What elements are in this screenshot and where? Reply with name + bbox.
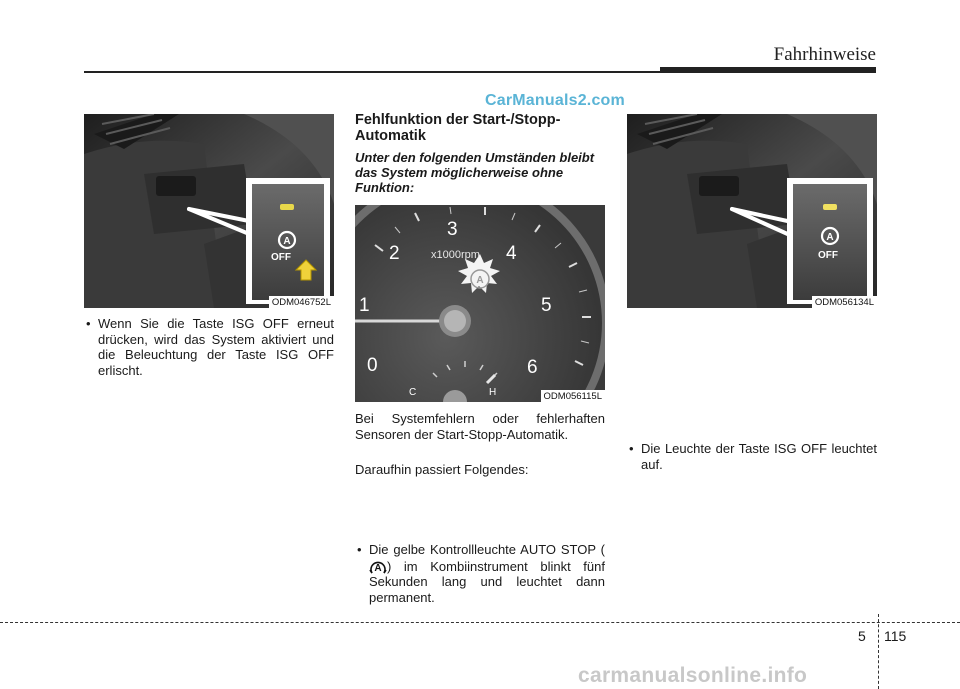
bullet-text-start: Die gelbe Kontrollleuchte AUTO STOP ( <box>369 542 605 557</box>
paragraph-system-errors: Bei Systemfehlern oder fehlerhaften Sensoren der Start-Stopp-Automatik. <box>355 411 605 442</box>
auto-stop-icon <box>369 558 387 574</box>
right-bullet: • Die Leuchte der Taste ISG OFF leuchtet auf. <box>627 441 877 472</box>
tick-label-4: 4 <box>506 243 517 264</box>
tachometer-gauge <box>355 205 605 402</box>
figure-caption: ODM056115L <box>541 390 605 402</box>
figure-caption: ODM056134L <box>812 296 877 308</box>
button-off-label: OFF <box>271 252 291 263</box>
svg-text:A: A <box>826 232 834 243</box>
figure-isg-button-right <box>627 114 877 308</box>
svg-text:A: A <box>374 562 382 574</box>
temp-hot-label: H <box>489 387 497 398</box>
chapter-number: 5 <box>858 628 866 644</box>
left-bullet: • Wenn Sie die Taste ISG OFF erneut drücken, wird das System aktiviert und die Beleuchtung der Taste ISG OFF erlischt. <box>84 316 334 378</box>
section-title: Fahrhinweise <box>773 44 876 65</box>
tick-label-0: 0 <box>367 355 378 376</box>
tick-label-2: 2 <box>389 243 400 264</box>
footer-rule <box>0 622 960 623</box>
tick-label-5: 5 <box>541 295 552 316</box>
tick-label-6: 6 <box>527 357 538 378</box>
tick-label-3: 3 <box>447 219 458 240</box>
bullet-text-end: ) im Kombiinstrument blinkt fünf Sekunden lang und leuchtet dann permanent. <box>369 558 605 605</box>
tick-label-1: 1 <box>359 295 370 316</box>
svg-text:A: A <box>283 236 291 247</box>
section-subheading: Unter den folgenden Umständen bleibt das System möglicherweise ohne Funktion: <box>355 150 595 195</box>
gauge-unit: x1000rpm <box>431 249 480 261</box>
middle-bullet <box>355 542 605 605</box>
watermark-bottom: carmanualsonline.info <box>578 664 808 687</box>
section-heading: Fehlfunktion der Start-/Stopp-Automatik <box>355 112 561 144</box>
dashboard-photo <box>627 114 877 308</box>
page-number: 115 <box>884 628 907 644</box>
temp-cold-label: C <box>409 387 417 398</box>
header-rule <box>84 71 660 73</box>
dashboard-photo <box>84 114 334 308</box>
footer-divider <box>878 614 879 689</box>
figure-caption: ODM046752L <box>269 296 334 308</box>
watermark-top: CarManuals2.com <box>485 92 625 109</box>
figure-isg-button-left <box>84 114 334 308</box>
button-off-label: OFF <box>818 250 838 261</box>
paragraph-consequence: Daraufhin passiert Folgendes: <box>355 462 529 477</box>
header-rule-accent <box>660 67 876 73</box>
figure-tachometer <box>355 205 605 402</box>
svg-text:A: A <box>476 275 484 286</box>
